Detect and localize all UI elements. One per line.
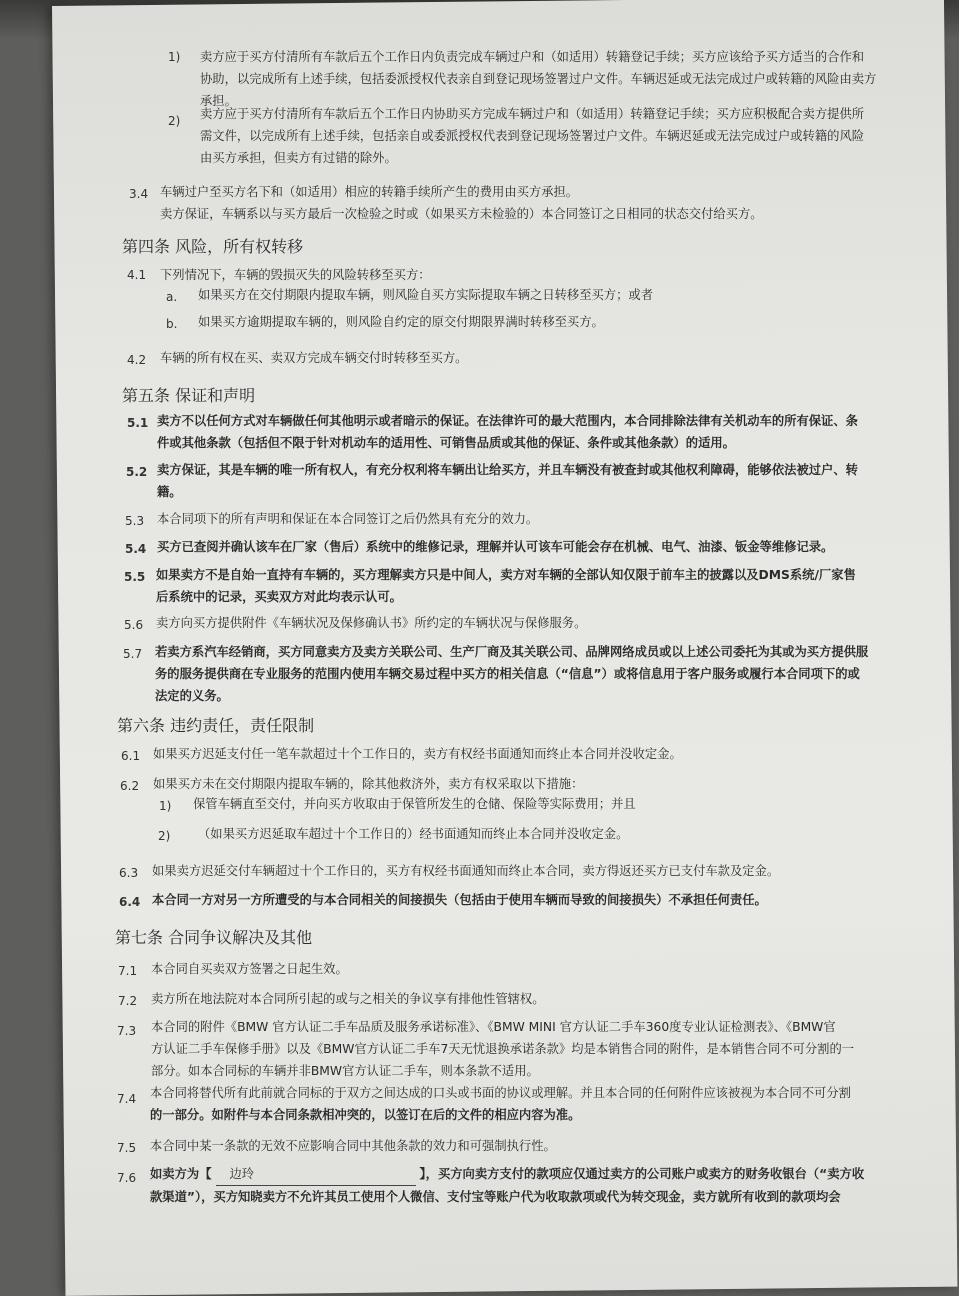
clause-5-2 [157,459,858,503]
clause-number: 4.1 [127,268,147,282]
clause-number: 7.4 [117,1092,137,1106]
text-line: 协助，以完成所有上述手续，包括委派授权代表亲自到登记现场签署过户文件。车辆迟延或无法完成过户或转籍的风险由卖方 [200,72,877,86]
clause-number: 5.3 [125,514,145,528]
clause-6-3: 如果卖方迟延交付车辆超过十个工作日的，买方有权经书面通知而终止本合同，卖方得返还买方已支付车款及定金。 [152,864,780,878]
clause-number: 7.1 [118,964,138,978]
clause-7-6 [150,1163,864,1208]
item-number: 2) [168,114,181,128]
section-heading-6: 第六条 违约责任，责任限制 [117,716,315,735]
clause-number: 6.1 [121,749,141,763]
text-line: 卖方应于买方付清所有车款后五个工作日内协助买方完成车辆过户和（如适用）转籍登记手续；买方应积极配合卖方提供所 [200,107,865,121]
text-line: 件或其他条款（包括但不限于针对机动车的适用性、可销售品质或其他的保证、条件或其他条款）的适用。 [157,436,735,450]
text-line: 需文件，以完成所有上述手续，包括亲自或委派授权代表到登记现场签署过户文件。车辆迟延或无法完成过户或转籍的风险 [200,129,865,143]
clause-3-4 [160,181,763,225]
seller-name-value: 边玲 [229,1167,255,1181]
clause-number: 7.6 [117,1171,137,1185]
clause-6-2: 如果买方未在交付期限内提取车辆的，除其他救济外，卖方有权采取以下措施： [153,777,584,791]
text-line: 本合同的附件《BMW 官方认证二手车品质及服务承诺标准》、《BMW MINI 官方认证二手车360度专业认证检测表》、《BMW官 [151,1020,836,1034]
text-line: 卖方不以任何方式对车辆做任何其他明示或者暗示的保证。在法律许可的最大范围内，本合同排除法律有关机动车的所有保证、条 [157,414,858,428]
clause-5-4: 买方已查阅并确认该车在厂家（售后）系统中的维修记录，理解并认可该车可能会存在机械、电气、油漆、钣金等维修记录。 [157,540,834,554]
clause-7-4 [150,1082,851,1126]
clause-5-7 [155,641,868,707]
clause-7-3 [151,1016,854,1082]
clause-6-1: 如果买方迟延支付任一笔车款超过十个工作日的，卖方有权经书面通知而终止本合同并没收定金。 [153,747,682,761]
clause-4-1-a: 如果买方在交付期限内提取车辆，则风险自买方实际提取车辆之日转移至买方；或者 [198,288,653,302]
section-heading-4: 第四条 风险，所有权转移 [122,237,304,256]
text-line: 务的服务提供商在专业服务的范围内使用车辆交易过程中买方的相关信息（“信息”）或将信息用于客户服务或履行本合同项下的或 [155,667,860,681]
clause-7-5: 本合同中某一条款的无效不应影响合同中其他条款的效力和可强制执行性。 [150,1139,556,1153]
text-line: 的一部分。如附件与本合同条款相冲突的，以签订在后的文件的相应内容为准。 [150,1108,581,1122]
clause-7-2: 卖方所在地法院对本合同所引起的或与之相关的争议享有排他性管辖权。 [151,992,545,1006]
clause-number: 5.7 [123,647,143,661]
seller-name-field [216,1163,416,1186]
text-line: 款渠道”），买方知晓卖方不允许其员工使用个人微信、支付宝等账户代为收取款项或代为转交现金，卖方就所有收到的款项均会 [150,1190,841,1204]
text-line: 卖方保证，其是车辆的唯一所有权人，有充分权利将车辆出让给买方，并且车辆没有被查封或其他权利障碍，能够依法被过户、转 [157,463,858,477]
clause-number: 5.5 [124,570,146,584]
text-line: 部分。如本合同标的车辆并非BMW官方认证二手车，则本条款不适用。 [151,1064,539,1078]
section-heading-7: 第七条 合同争议解决及其他 [115,928,313,947]
clause-6-2-2: （如果买方迟延取车超过十个工作日的）经书面通知而终止本合同并没收定金。 [198,827,629,841]
clause-number: 5.2 [126,465,148,479]
clause-number: 6.2 [120,779,140,793]
text-line: 法定的义务。 [155,689,229,703]
clause-number: 3.4 [129,187,149,201]
text-line: 由买方承担，但卖方有过错的除外。 [200,151,397,165]
section-heading-5: 第五条 保证和声明 [122,386,256,405]
item-number: 1) [168,50,181,64]
text-line: 本合同将替代所有此前就合同标的于双方之间达成的口头或书面的协议或理解。并且本合同的任何附件应该被视为本合同不可分割 [150,1086,851,1100]
clause-4-1-b: 如果买方逾期提取车辆的，则风险自约定的原交付期限界满时转移至买方。 [198,315,604,329]
text-line: 如果卖方不是自始一直持有车辆的，买方理解卖方只是中间人，卖方对车辆的全部认知仅限于前车主的披露以及DMS系统/厂家售 [156,568,856,582]
item-number: 2) [158,829,171,843]
clause-4-1: 下列情况下，车辆的毁损灭失的风险转移至买方： [160,268,431,282]
clause-number: 4.2 [127,353,147,367]
text-line: 籍。 [157,485,182,499]
clause-5-6: 卖方向买方提供附件《车辆状况及保修确认书》所约定的车辆状况与保修服务。 [156,616,587,630]
clause-5-1 [157,410,858,454]
text-prefix: 如卖方为【 [150,1167,212,1181]
clause-number: 7.5 [117,1141,137,1155]
text-line: 卖方保证，车辆系以与买方最后一次检验之时或（如果买方未检验的）本合同签订之日相同的状态交付给买方。 [160,207,763,221]
item-number: b. [166,317,178,331]
text-line: 卖方应于买方付清所有车款后五个工作日内负责完成车辆过户和（如适用）转籍登记手续；买方应该给予买方适当的合作和 [200,50,865,64]
clause-5-5 [156,564,856,608]
text-line: 若卖方系汽车经销商，买方同意卖方及卖方关联公司、生产厂商及其关联公司、品牌网络成员或以上述公司委托为其或为买方提供服 [155,645,869,659]
item-number: 1) [159,799,172,813]
clause-4-2: 车辆的所有权在买、卖双方完成车辆交付时转移至买方。 [160,351,468,365]
clause-6-4: 本合同一方对另一方所遭受的与本合同相关的间接损失（包括由于使用车辆而导致的间接损失）不承担任何责任。 [152,893,767,907]
text-line: 后系统中的记录，买卖双方对此均表示认可。 [156,590,402,604]
item-number: a. [166,290,178,304]
clause-7-1: 本合同自买卖双方签署之日起生效。 [151,962,348,976]
clause-3-item-2 [200,103,864,169]
clause-6-2-1: 保管车辆直至交付，并向买方收取由于保管所发生的仓储、保险等实际费用；并且 [193,797,636,811]
clause-number: 6.4 [119,895,141,909]
text-line: 承担。 [200,94,237,108]
clause-number: 5.6 [124,618,144,632]
clause-number: 5.1 [127,416,149,430]
clause-number: 5.4 [125,542,147,556]
text-line [150,1163,864,1186]
clause-number: 7.2 [118,994,138,1008]
clause-number: 6.3 [119,866,139,880]
text-suffix: 】，买方向卖方支付的款项应仅通过卖方的公司账户或卖方的财务收银台（“卖方收 [419,1167,865,1181]
clause-number: 7.3 [117,1024,137,1038]
clause-5-3: 本合同项下的所有声明和保证在本合同签订之后仍然具有充分的效力。 [157,512,539,526]
text-line: 方认证二手车保修手册》以及《BMW官方认证二手车7天无忧退换承诺条款》均是本销售合同的附件，是本销售合同不可分割的一 [151,1042,855,1056]
text-line: 车辆过户至买方名下和（如适用）相应的转籍手续所产生的费用由买方承担。 [160,185,579,199]
